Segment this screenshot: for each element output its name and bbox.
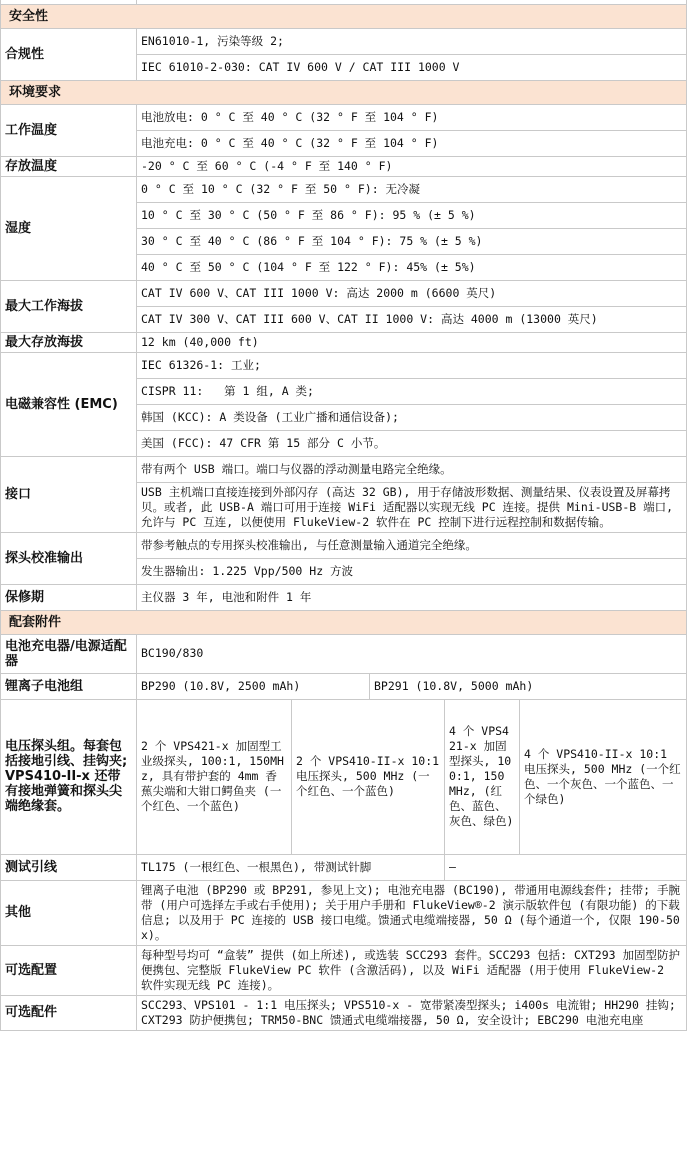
row-label: 工作温度	[1, 104, 137, 156]
row-label: 保修期	[1, 584, 137, 610]
row-value: CAT IV 600 V、CAT III 1000 V: 高达 2000 m (6600 英尺)	[137, 280, 687, 306]
section-title: 环境要求	[1, 80, 687, 104]
row-label: 湿度	[1, 176, 137, 280]
section-accessories	[1, 610, 687, 634]
section-title: 安全性	[1, 4, 687, 28]
row-operating-temp	[1, 104, 687, 130]
section-title: 配套附件	[1, 610, 687, 634]
row-label: 探头校准输出	[1, 532, 137, 584]
row-value: BP290 (10.8V, 2500 mAh)	[137, 673, 370, 699]
row-value: 电池充电: 0 ° C 至 40 ° C (32 ° F 至 104 ° F)	[137, 130, 687, 156]
row-label: 最大工作海拔	[1, 280, 137, 332]
row-value: SCC293、VPS101 - 1:1 电压探头; VPS510-x - 宽带紧凑型探头; i400s 电流钳; HH290 挂钩; CXT293 防护便携包; TRM50-BNC 馈通式电缆端接器, 50 Ω, 安全设计; EBC290 电池充电座	[137, 995, 687, 1030]
row-value: CISPR 11: 第 1 组, A 类;	[137, 378, 687, 404]
row-max-storage-altitude	[1, 332, 687, 352]
row-label: 其他	[1, 880, 137, 945]
row-value: 2 个 VPS421-x 加固型工业级探头, 100:1, 150MHz, 具有带护套的 4mm 香蕉尖端和大钳口鳄鱼夹 (一个红色、一个蓝色)	[137, 699, 292, 854]
row-value: 每种型号均可 “盒装” 提供 (如上所述), 或选装 SCC293 套件。SCC293 包括: CXT293 加固型防护便携包、完整版 FlukeView PC 软件 (含激活码), 以及 WiFi 适配器 (用于使用 FlukeView-2 软件实现无线 PC 连接)。	[137, 945, 687, 995]
row-emc	[1, 352, 687, 378]
row-other	[1, 880, 687, 945]
row-value: TL175 (一根红色、一根黑色), 带测试针脚	[137, 854, 445, 880]
row-compliance	[1, 28, 687, 54]
row-value: CAT IV 300 V、CAT III 600 V、CAT II 1000 V: 高达 4000 m (13000 英尺)	[137, 306, 687, 332]
row-probe-set	[1, 699, 687, 854]
row-label: 锂离子电池组	[1, 673, 137, 699]
row-value: 4 个 VPS410-II-x 10:1 电压探头, 500 MHz (一个红色、一个灰色、一个蓝色、一个绿色)	[520, 699, 687, 854]
row-value: -20 ° C 至 60 ° C (-4 ° F 至 140 ° F)	[137, 156, 687, 176]
row-value: 0 ° C 至 10 ° C (32 ° F 至 50 ° F): 无冷凝	[137, 176, 687, 202]
row-value: BP291 (10.8V, 5000 mAh)	[370, 673, 687, 699]
row-value: 带有两个 USB 端口。端口与仪器的浮动测量电路完全绝缘。	[137, 456, 687, 482]
row-value: 4 个 VPS421-x 加固型探头, 100:1, 150 MHz, (红色、蓝色、灰色、绿色)	[445, 699, 520, 854]
row-value: 带参考触点的专用探头校准输出, 与任意测量输入通道完全绝缘。	[137, 532, 687, 558]
row-value: IEC 61010-2-030: CAT IV 600 V / CAT III 1000 V	[137, 54, 687, 80]
row-value: 2 个 VPS410-II-x 10:1 电压探头, 500 MHz (一个红色、一个蓝色)	[292, 699, 445, 854]
row-storage-temp	[1, 156, 687, 176]
row-label: 合规性	[1, 28, 137, 80]
row-value: 锂离子电池 (BP290 或 BP291, 参见上文); 电池充电器 (BC190), 带通用电源线套件; 挂带; 手腕带 (用户可选择左手或右手使用); 关于用户手册和 FlukeView®-2 演示版软件包 (有限功能) 的下载信息; 以及用于 PC 连接的 USB 接口电缆。馈通式电缆端接器, 50 Ω (每个通道一个, 仅限 190-50x)。	[137, 880, 687, 945]
section-safety	[1, 4, 687, 28]
row-optional-config	[1, 945, 687, 995]
section-environment	[1, 80, 687, 104]
row-battery	[1, 673, 687, 699]
row-value: EN61010-1, 污染等级 2;	[137, 28, 687, 54]
row-probe-cal	[1, 532, 687, 558]
row-warranty	[1, 584, 687, 610]
row-value: 美国 (FCC): 47 CFR 第 15 部分 C 小节。	[137, 430, 687, 456]
row-label: 存放温度	[1, 156, 137, 176]
row-value: —	[445, 854, 687, 880]
row-humidity	[1, 176, 687, 202]
row-label: 可选配件	[1, 995, 137, 1030]
row-label: 电磁兼容性 (EMC)	[1, 352, 137, 456]
row-label: 最大存放海拔	[1, 332, 137, 352]
row-value: 12 km (40,000 ft)	[137, 332, 687, 352]
row-value: USB 主机端口直接连接到外部闪存 (高达 32 GB), 用于存储波形数据、测量结果、仪表设置及屏幕拷贝。或者, 此 USB-A 端口可用于连接 WiFi 适配器以实现无线 PC 连接。提供 Mini-USB-B 端口, 允许与 PC 互连, 以便使用 FlukeView-2 软件在 PC 控制下进行远程控制和数据传输。	[137, 482, 687, 532]
row-value: 韩国 (KCC): A 类设备 (工业广播和通信设备);	[137, 404, 687, 430]
row-test-leads	[1, 854, 687, 880]
row-interface	[1, 456, 687, 482]
row-label: 电压探头组。每套包括接地引线、挂钩夹; VPS410-II-x 还带有接地弹簧和探头尖端绝缘套。	[1, 699, 137, 854]
row-charger	[1, 634, 687, 673]
row-label: 可选配置	[1, 945, 137, 995]
row-value: 电池放电: 0 ° C 至 40 ° C (32 ° F 至 104 ° F)	[137, 104, 687, 130]
row-value: IEC 61326-1: 工业;	[137, 352, 687, 378]
row-value: 10 ° C 至 30 ° C (50 ° F 至 86 ° F): 95 % (± 5 %)	[137, 202, 687, 228]
row-value: BC190/830	[137, 634, 687, 673]
row-value: 主仪器 3 年, 电池和附件 1 年	[137, 584, 687, 610]
row-value: 40 ° C 至 50 ° C (104 ° F 至 122 ° F): 45% (± 5%)	[137, 254, 687, 280]
row-value: 发生器输出: 1.225 Vpp/500 Hz 方波	[137, 558, 687, 584]
row-optional-acc	[1, 995, 687, 1030]
row-value: 30 ° C 至 40 ° C (86 ° F 至 104 ° F): 75 % (± 5 %)	[137, 228, 687, 254]
row-label: 接口	[1, 456, 137, 532]
row-label: 电池充电器/电源适配器	[1, 634, 137, 673]
row-max-op-altitude	[1, 280, 687, 306]
row-label: 测试引线	[1, 854, 137, 880]
